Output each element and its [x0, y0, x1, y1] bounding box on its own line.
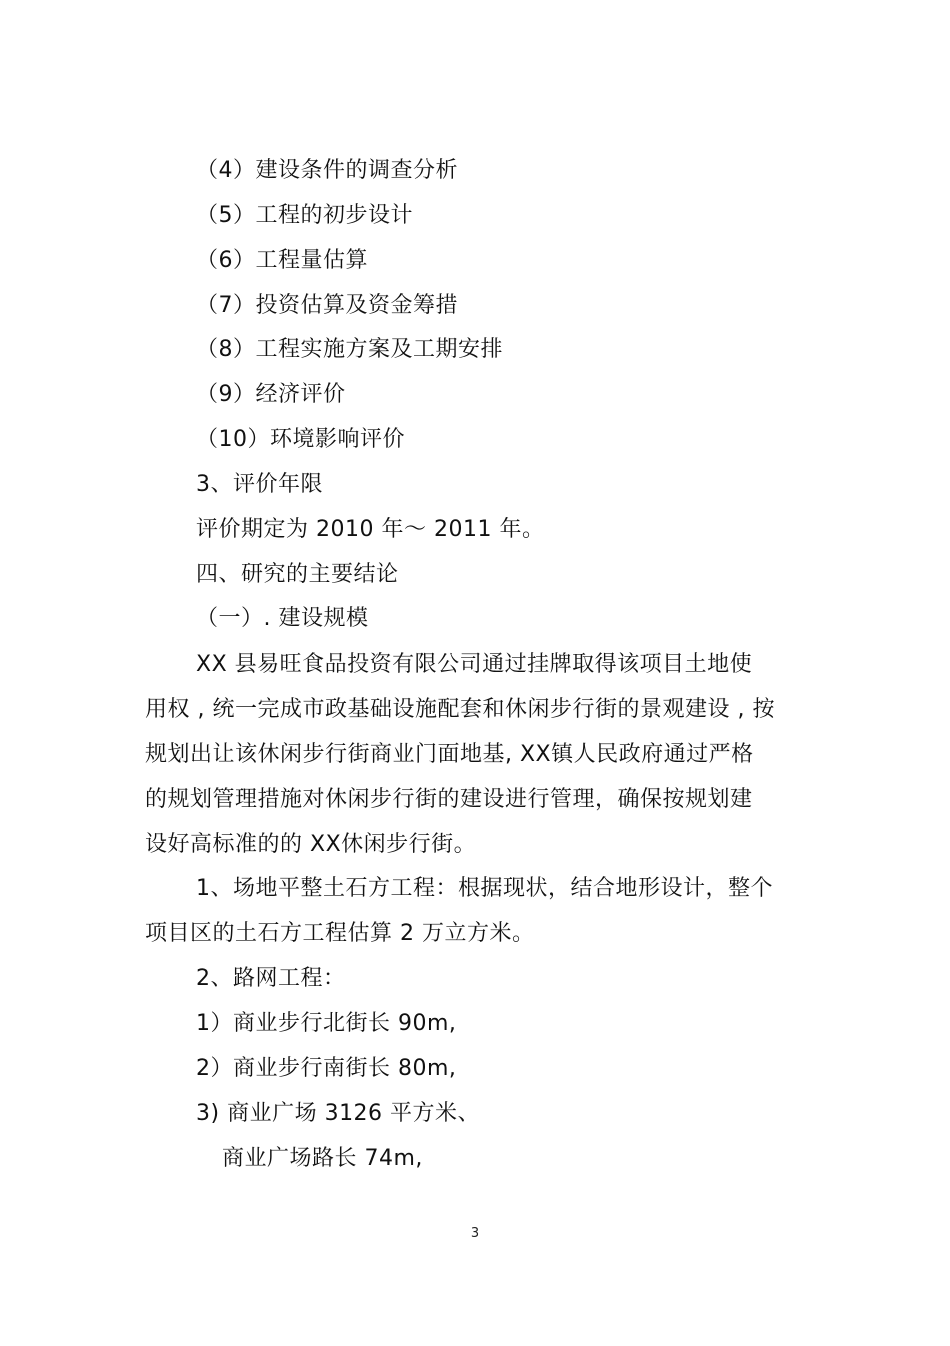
paragraph-line: XX 县易旺食品投资有限公司通过挂牌取得该项目土地使 [196, 652, 753, 677]
page-number: 3 [470, 1226, 480, 1241]
paragraph-line: 设好高标准的的 XX休闲步行街。 [145, 832, 477, 857]
paragraph-line: 项目区的土石方工程估算 2 万立方米。 [145, 921, 535, 946]
list-item-9: （9）经济评价 [196, 382, 346, 407]
section-heading-road-network: 2、路网工程： [196, 966, 346, 991]
paragraph-line: 规划出让该休闲步行街商业门面地基, XX镇人民政府通过严格 [145, 742, 754, 767]
paragraph-line: 的规划管理措施对休闲步行街的建设进行管理，确保按规划建 [145, 787, 753, 812]
list-item-6: （6）工程量估算 [196, 248, 368, 273]
evaluation-period-text: 评价期定为 2010 年～ 2011 年。 [196, 517, 545, 542]
list-item-8: （8）工程实施方案及工期安排 [196, 337, 503, 362]
section-heading-evaluation-period: 3、评价年限 [196, 472, 323, 497]
list-item-5: （5）工程的初步设计 [196, 203, 413, 228]
paragraph-line: 用权 , 统一完成市政基础设施配套和休闲步行街的景观建设 , 按 [145, 697, 775, 722]
list-item-4: （4）建设条件的调查分析 [196, 158, 458, 183]
list-item-10: （10）环境影响评价 [196, 427, 405, 452]
road-item-3: 3) 商业广场 3126 平方米、 [196, 1101, 481, 1126]
subsection-heading-scale: （一）. 建设规模 [196, 606, 369, 631]
road-item-1: 1）商业步行北街长 90m, [196, 1011, 457, 1036]
paragraph-line: 1、场地平整土石方工程：根据现状，结合地形设计，整个 [196, 876, 773, 901]
list-item-7: （7）投资估算及资金筹措 [196, 293, 458, 318]
road-item-3-detail: 商业广场路长 74m, [222, 1146, 423, 1171]
road-item-2: 2）商业步行南街长 80m, [196, 1056, 457, 1081]
section-heading-conclusions: 四、研究的主要结论 [196, 562, 399, 587]
